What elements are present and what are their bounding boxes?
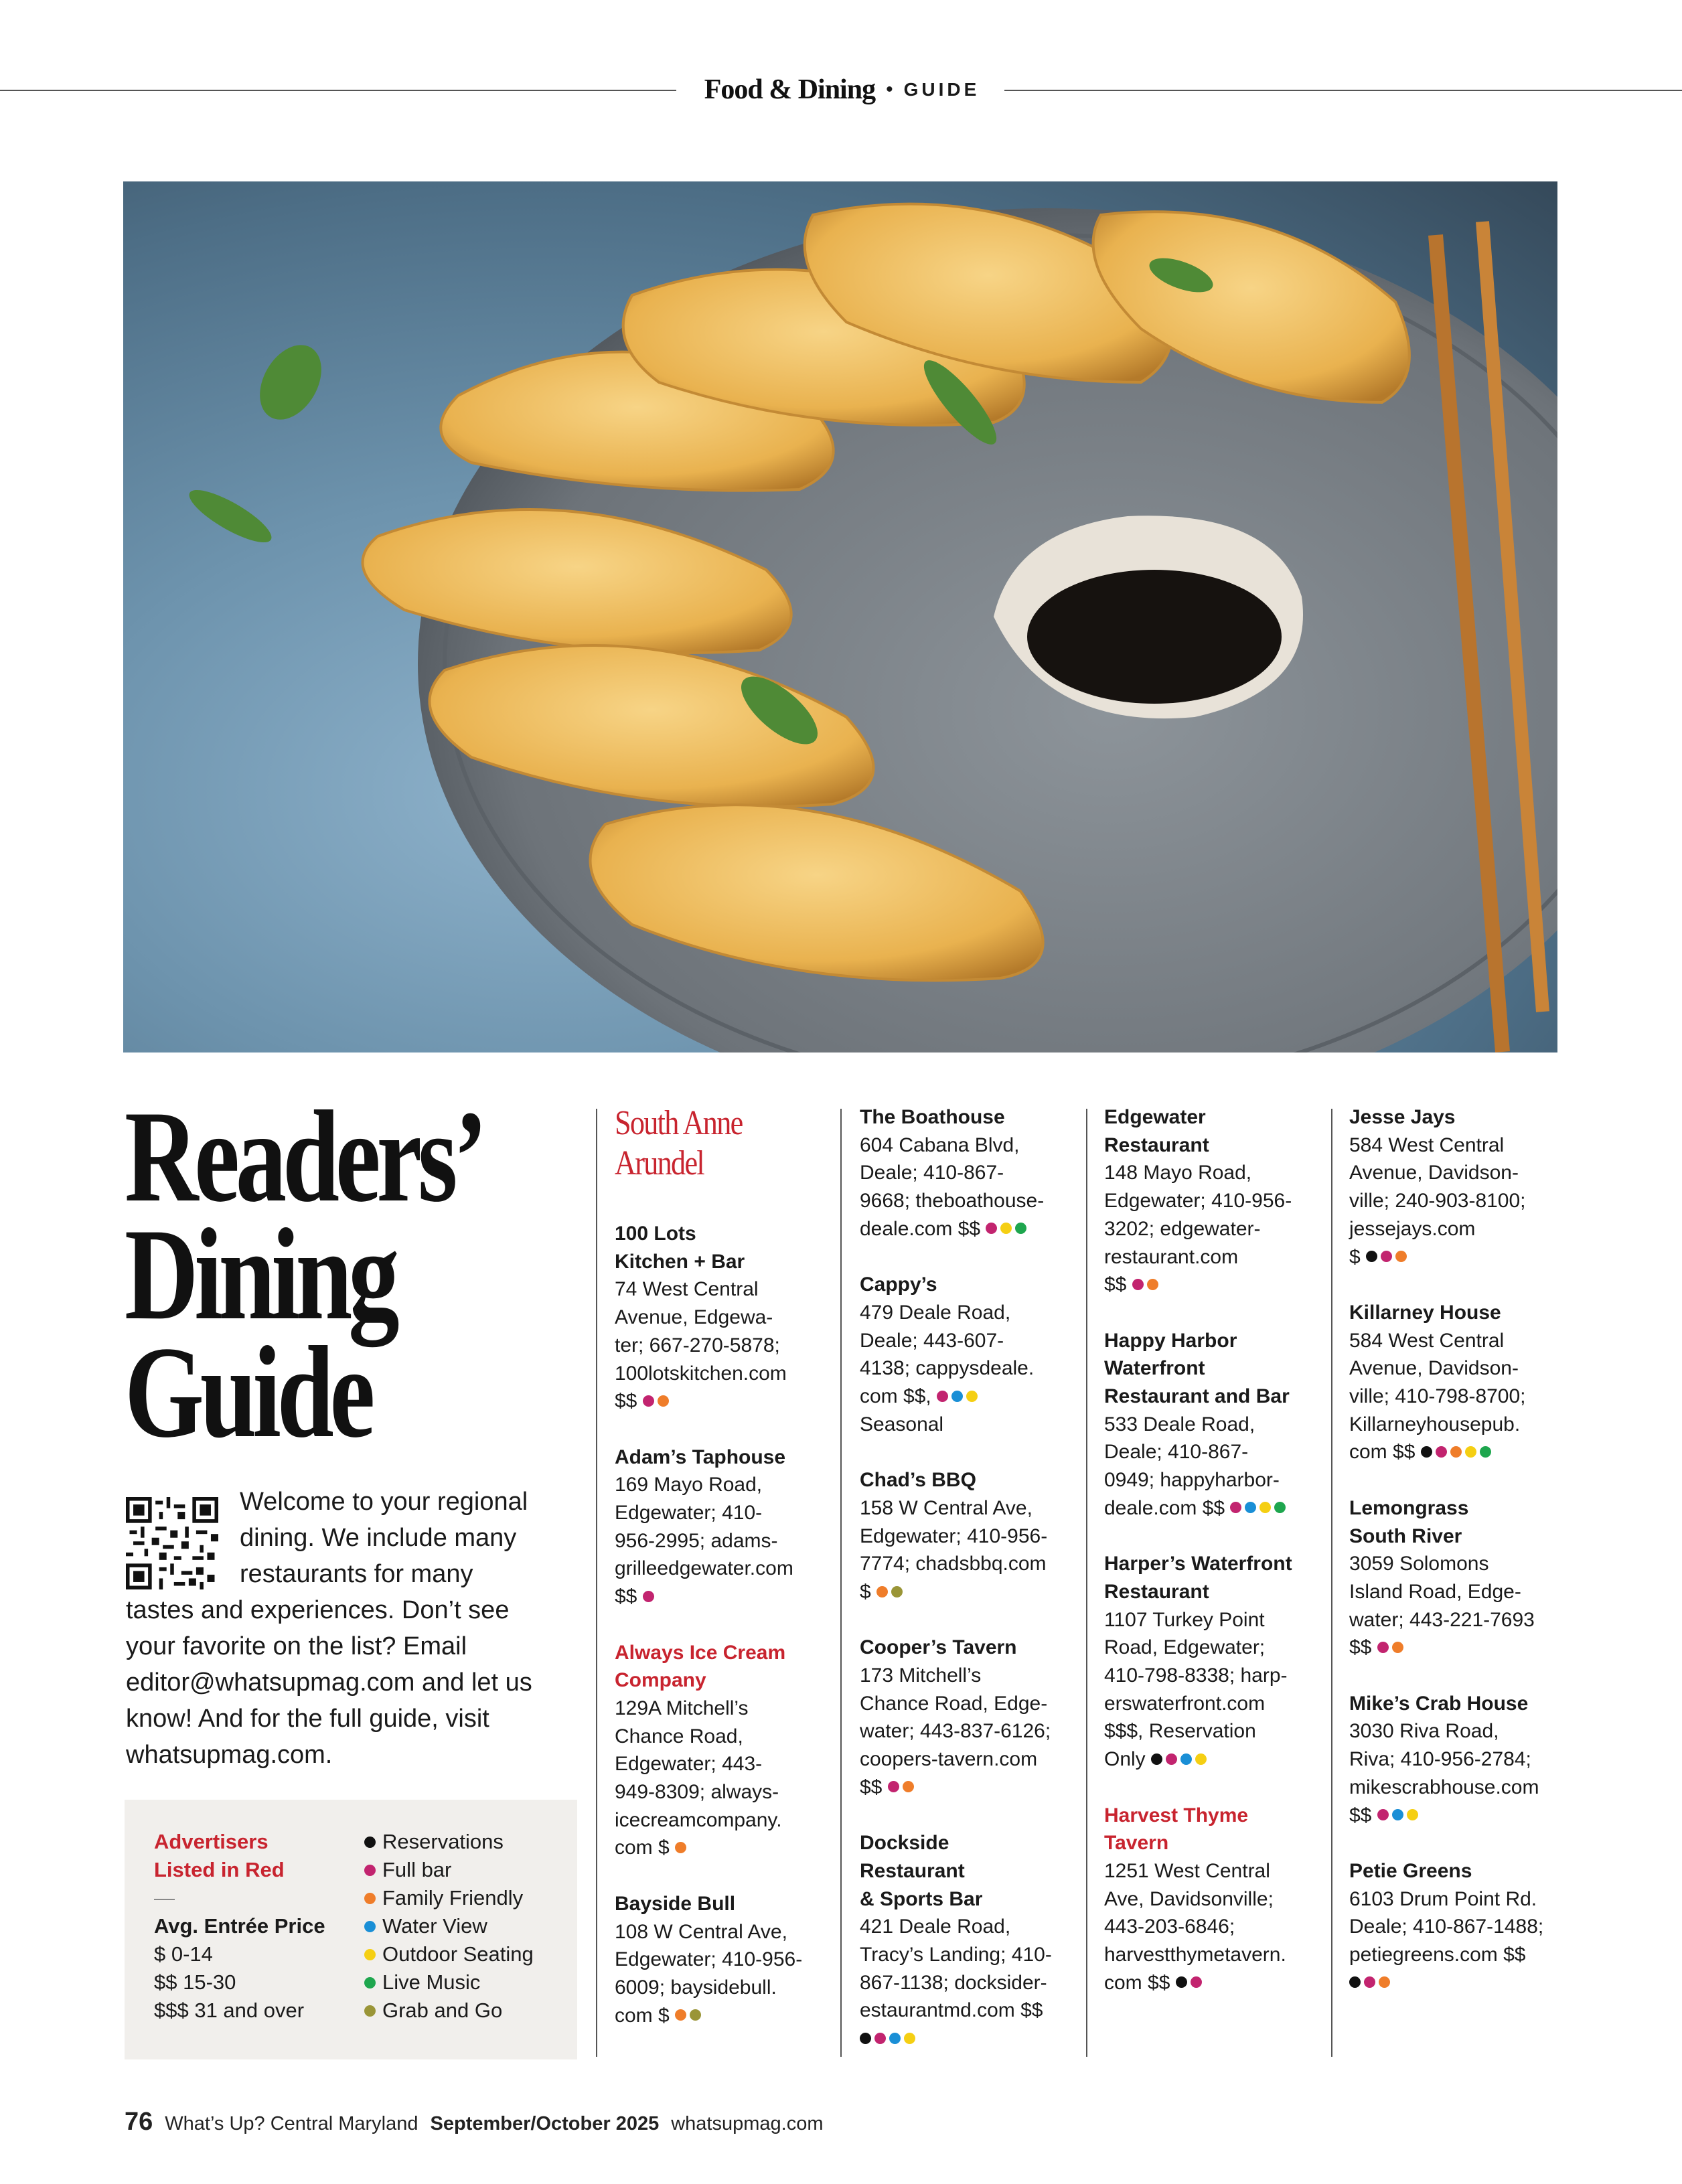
amenity-dot-icon [690,2009,701,2021]
amenity-dot-icon [937,1391,948,1402]
intro-text [126,1484,561,1773]
amenity-dot-icon [891,1586,903,1597]
restaurant-details [1349,1132,1563,1271]
restaurant-listing [1349,1494,1563,1662]
restaurant-listing [615,1639,829,1863]
legend-label: Live Music [382,1970,481,1994]
title-line-1: Readers’ [125,1084,483,1229]
intro-line-1: Welcome to your regional [240,1488,528,1516]
restaurant-name: Dockside Restaurant & Sports Bar [860,1832,983,1910]
restaurant-name: Mike’s Crab House [1349,1692,1529,1715]
restaurant-address: 533 Deale Road, Deale; 410-867- 0949; happyharbor- deale.com $$ [1104,1413,1280,1519]
restaurant-address: 421 Deale Road, Tracy’s Landing; 410- 867-1138; docksider- estaurantmd.com $$ [860,1916,1052,2022]
amenity-dot-icon [1230,1502,1241,1513]
restaurant-name: Always Ice Cream Company [615,1641,786,1692]
legend-label: Water View [382,1914,487,1938]
amenity-dots [860,2027,919,2049]
amenity-dots [980,1218,1030,1240]
legend-item [364,1968,579,1997]
restaurant-address: 3030 Riva Road, Riva; 410-956-2784; mikescrabhouse.com $$ [1349,1720,1539,1826]
restaurant-name: 100 Lots Kitchen + Bar [615,1223,745,1273]
restaurant-details [860,1662,1074,1802]
legend-dot-icon [364,1921,376,1932]
restaurant-listing [1349,1103,1563,1271]
restaurant-details [860,1299,1074,1439]
restaurant-name: Cappy’s [860,1273,937,1296]
website-link[interactable]: whatsupmag.com [671,2113,824,2134]
amenity-dots [637,1390,672,1412]
legend-label: Outdoor Seating [382,1942,534,1966]
region-heading [615,1103,797,1184]
listing-entries [1349,1103,1563,1997]
amenity-dot-icon [1000,1223,1012,1234]
legend-divider: — [154,1886,175,1909]
amenity-dot-icon [1395,1251,1407,1262]
restaurant-details [1104,1159,1318,1299]
header-separator: • [886,78,893,100]
amenity-dot-icon [675,2009,686,2021]
amenity-dot-icon [1151,1753,1162,1765]
restaurant-name: Happy Harbor Waterfront Restaurant and Bar [1104,1329,1290,1408]
amenity-dot-icon [1392,1809,1403,1820]
amenity-dot-icon [986,1223,997,1234]
restaurant-details [1349,1717,1563,1829]
amenity-dot-icon [1274,1502,1286,1513]
header-rule-right [1004,90,1682,91]
restaurant-name: Petie Greens [1349,1859,1472,1882]
amenity-dot-icon [1349,1976,1361,1988]
legend-label: Grab and Go [382,1999,503,2022]
restaurant-details [1349,1885,1563,1997]
restaurant-listing [1349,1857,1563,1997]
restaurant-details [615,1695,829,1862]
advertisers-note-1: Advertisers [154,1830,269,1853]
amenity-dots [1361,1246,1410,1268]
amenity-dot-icon [1132,1279,1144,1290]
restaurant-listing [1104,1327,1318,1523]
legend-dot-icon [364,1865,376,1876]
amenity-dots [1225,1497,1289,1519]
amenity-dot-icon [876,1586,888,1597]
amenity-dot-icon [1147,1279,1158,1290]
restaurant-listing [615,1220,829,1415]
title-line-2: Dining [125,1202,396,1347]
listing-column-4 [1349,1103,1563,2025]
amenity-dot-icon [1015,1223,1026,1234]
legend-item [364,1884,579,1912]
amenity-dot-icon [1245,1502,1256,1513]
amenity-dot-icon [1421,1446,1432,1458]
restaurant-name: Killarney House [1349,1301,1501,1324]
restaurant-listing [860,1271,1074,1438]
restaurant-details [1104,1857,1318,1997]
restaurant-name: Adam’s Taphouse [615,1446,786,1468]
amenity-dot-icon [658,1395,669,1407]
restaurant-listing [1349,1299,1563,1466]
amenity-dot-icon [1180,1753,1192,1765]
column-rule [840,1109,842,2057]
legend-item [364,1912,579,1940]
legend-amenities [364,1828,579,2025]
restaurant-listing [1104,1550,1318,1774]
restaurant-name: Harper’s Waterfront Restaurant [1104,1553,1292,1603]
amenity-dot-icon [1191,1976,1202,1988]
amenity-dot-icon [903,1781,914,1792]
amenity-dot-icon [860,2033,871,2044]
amenity-dots [637,1585,657,1608]
amenity-dot-icon [904,2033,915,2044]
restaurant-details [1104,1606,1318,1774]
legend-label: Family Friendly [382,1886,524,1909]
region-line-1: South Anne [615,1104,743,1142]
restaurant-name: Harvest Thyme Tavern [1104,1804,1249,1855]
legend-dot-icon [364,1949,376,1960]
restaurant-address: 584 West Central Avenue, Davidson- ville; 240-903-8100; jessejays.com $ [1349,1134,1526,1268]
amenity-dots [882,1776,917,1798]
amenity-dots [1371,1804,1421,1826]
legend-dot-icon [364,1977,376,1988]
amenity-dots [1126,1273,1161,1296]
amenity-dot-icon [1450,1446,1462,1458]
amenity-dot-icon [1259,1502,1271,1513]
restaurant-details [615,1275,829,1415]
amenity-dots [1415,1441,1494,1463]
restaurant-listing [860,1829,1074,2053]
amenity-dot-icon [951,1391,963,1402]
restaurant-details [860,1132,1074,1243]
restaurant-note: Seasonal [860,1413,944,1435]
restaurant-address: 173 Mitchell’s Chance Road, Edge- water; 443-837-6126; coopers-tavern.com $$ [860,1664,1051,1798]
restaurant-details [1349,1550,1563,1662]
restaurant-name: Edgewater Restaurant [1104,1106,1209,1156]
amenity-dot-icon [874,2033,886,2044]
legend-item [364,1828,579,1856]
publication-name: What’s Up? Central Maryland [165,2113,418,2134]
restaurant-listing [1104,1103,1318,1299]
header-rule-left [0,90,676,91]
restaurant-details [1349,1327,1563,1467]
issue-date: September/October 2025 [430,2113,660,2134]
listing-column-1 [615,1103,829,2057]
legend-item [364,1856,579,1884]
amenity-dot-icon [1465,1446,1476,1458]
amenity-dot-icon [1436,1446,1447,1458]
amenity-dot-icon [1407,1809,1418,1820]
legend-item [364,1997,579,2025]
restaurant-address: 3059 Solomons Island Road, Edge- water; 443-221-7693 $$ [1349,1553,1535,1659]
restaurant-address: 108 W Central Ave, Edgewater; 410-956- 6009; baysidebull. com $ [615,1920,803,2027]
restaurant-details [1104,1411,1318,1523]
amenity-dot-icon [1195,1753,1207,1765]
restaurant-name: The Boathouse [860,1106,1005,1128]
amenity-dot-icon [889,2033,901,2044]
restaurant-details [615,1918,829,2030]
restaurant-address: 148 Mayo Road, Edgewater; 410-956- 3202; edgewater- restaurant.com $$ [1104,1162,1292,1296]
price-tier-2: $$ 15-30 [154,1970,236,1994]
amenity-dots [670,1837,690,1859]
restaurant-listing [860,1634,1074,1801]
listing-entries [615,1220,829,2029]
restaurant-address: 169 Mayo Road, Edgewater; 410- 956-2995; adams- grilleedgewater.com $$ [615,1474,793,1608]
restaurant-name: Cooper’s Tavern [860,1636,1017,1659]
legend-dot-icon [364,1893,376,1904]
restaurant-address: 1107 Turkey Point Road, Edgewater; 410-798-8338; harp- erswaterfront.com $$$, Reservation Only [1104,1608,1288,1771]
amenity-dot-icon [1377,1642,1389,1653]
restaurant-details [860,1913,1074,2053]
amenity-dot-icon [966,1391,978,1402]
guide-label: GUIDE [903,79,980,100]
legend-label: Full bar [382,1858,452,1881]
amenity-dot-icon [675,1842,686,1853]
amenity-dots [1349,1972,1393,1994]
restaurant-address: 6103 Drum Point Rd. Deale; 410-867-1488; petiegreens.com $$ [1349,1887,1544,1966]
restaurant-address: 158 W Central Ave, Edgewater; 410-956- 7774; chadsbbq.com $ [860,1496,1048,1603]
amenity-dot-icon [643,1591,654,1602]
legend-box [125,1800,577,2059]
guide-title [125,1084,501,1465]
restaurant-address: 584 West Central Avenue, Davidson- ville; 410-798-8700; Killarneyhousepub. com $$ [1349,1329,1526,1464]
legend-item [364,1940,579,1968]
listing-entries [1104,1103,1318,1997]
restaurant-details [615,1471,829,1611]
amenity-dots [931,1385,981,1407]
amenity-dot-icon [1379,1976,1390,1988]
intro-line-2: dining. We include many [240,1524,517,1552]
amenity-dots [1170,1972,1205,1994]
restaurant-listing [860,1103,1074,1243]
restaurant-listing [860,1466,1074,1606]
price-tier-1: $ 0-14 [154,1942,213,1966]
amenity-dots [871,1581,906,1603]
amenity-dot-icon [888,1781,899,1792]
intro-line-3: restaurants for many [240,1560,473,1588]
restaurant-name: Bayside Bull [615,1892,736,1915]
amenity-dot-icon [1366,1251,1377,1262]
amenity-dot-icon [1381,1251,1392,1262]
listing-column-3 [1104,1103,1318,2025]
amenity-dot-icon [1377,1809,1389,1820]
amenity-dot-icon [1480,1446,1491,1458]
section-name: Food & Dining [704,74,876,105]
restaurant-address: 604 Cabana Blvd, Deale; 410-867- 9668; theboathouse- deale.com $$ [860,1134,1045,1240]
legend-prices [154,1828,328,2025]
amenity-dot-icon [643,1395,654,1407]
restaurant-address: 479 Deale Road, Deale; 443-607- 4138; cappysdeale. com $$, [860,1301,1035,1408]
amenity-dot-icon [1166,1753,1177,1765]
amenity-dot-icon [1176,1976,1187,1988]
restaurant-name: Lemongrass South River [1349,1496,1469,1547]
column-rule [596,1109,597,2057]
restaurant-address: 74 West Central Avenue, Edgewa- ter; 667-270-5878; 100lotskitchen.com $$ [615,1278,787,1413]
amenity-dots [1146,1748,1210,1770]
amenity-dot-icon [1392,1642,1403,1653]
legend-dot-icon [364,1837,376,1848]
region-line-2: Arundel [615,1144,704,1182]
price-tier-3: $$$ 31 and over [154,1999,305,2022]
page-number: 76 [125,2108,153,2136]
listing-column-2 [860,1103,1074,2081]
column-rule [1331,1109,1332,2057]
restaurant-address: 129A Mitchell’s Chance Road, Edgewater; 443- 949-8309; always- icecreamcompany. com $ [615,1697,782,1859]
listing-entries [860,1103,1074,2053]
legend-dot-icon [364,2005,376,2017]
restaurant-listing [615,1890,829,2030]
legend-label: Reservations [382,1830,504,1853]
title-line-3: Guide [125,1320,372,1465]
avg-price-label: Avg. Entrée Price [154,1914,325,1938]
restaurant-listing [1104,1802,1318,1997]
restaurant-listing [615,1444,829,1611]
restaurant-name: Chad’s BBQ [860,1469,976,1492]
section-header [690,70,994,110]
restaurant-details [860,1494,1074,1606]
restaurant-address: 1251 West Central Ave, Davidsonville; 443-203-6846; harvestthymetavern. com $$ [1104,1859,1286,1994]
amenity-dot-icon [1364,1976,1375,1988]
intro-rest: tastes and experiences. Don’t see your favorite on the list? Email editor@whatsupmag.com and let us know! And for the full guide, visit whatsupmag.com. [126,1596,532,1769]
restaurant-name: Jesse Jays [1349,1106,1456,1128]
page-footer [125,2108,824,2136]
advertisers-note-2: Listed in Red [154,1858,285,1881]
dumplings-photo [123,181,1557,1052]
amenity-dots [670,2005,704,2027]
restaurant-listing [1349,1690,1563,1830]
amenity-dots [1371,1636,1406,1658]
column-rule [1086,1109,1087,2057]
